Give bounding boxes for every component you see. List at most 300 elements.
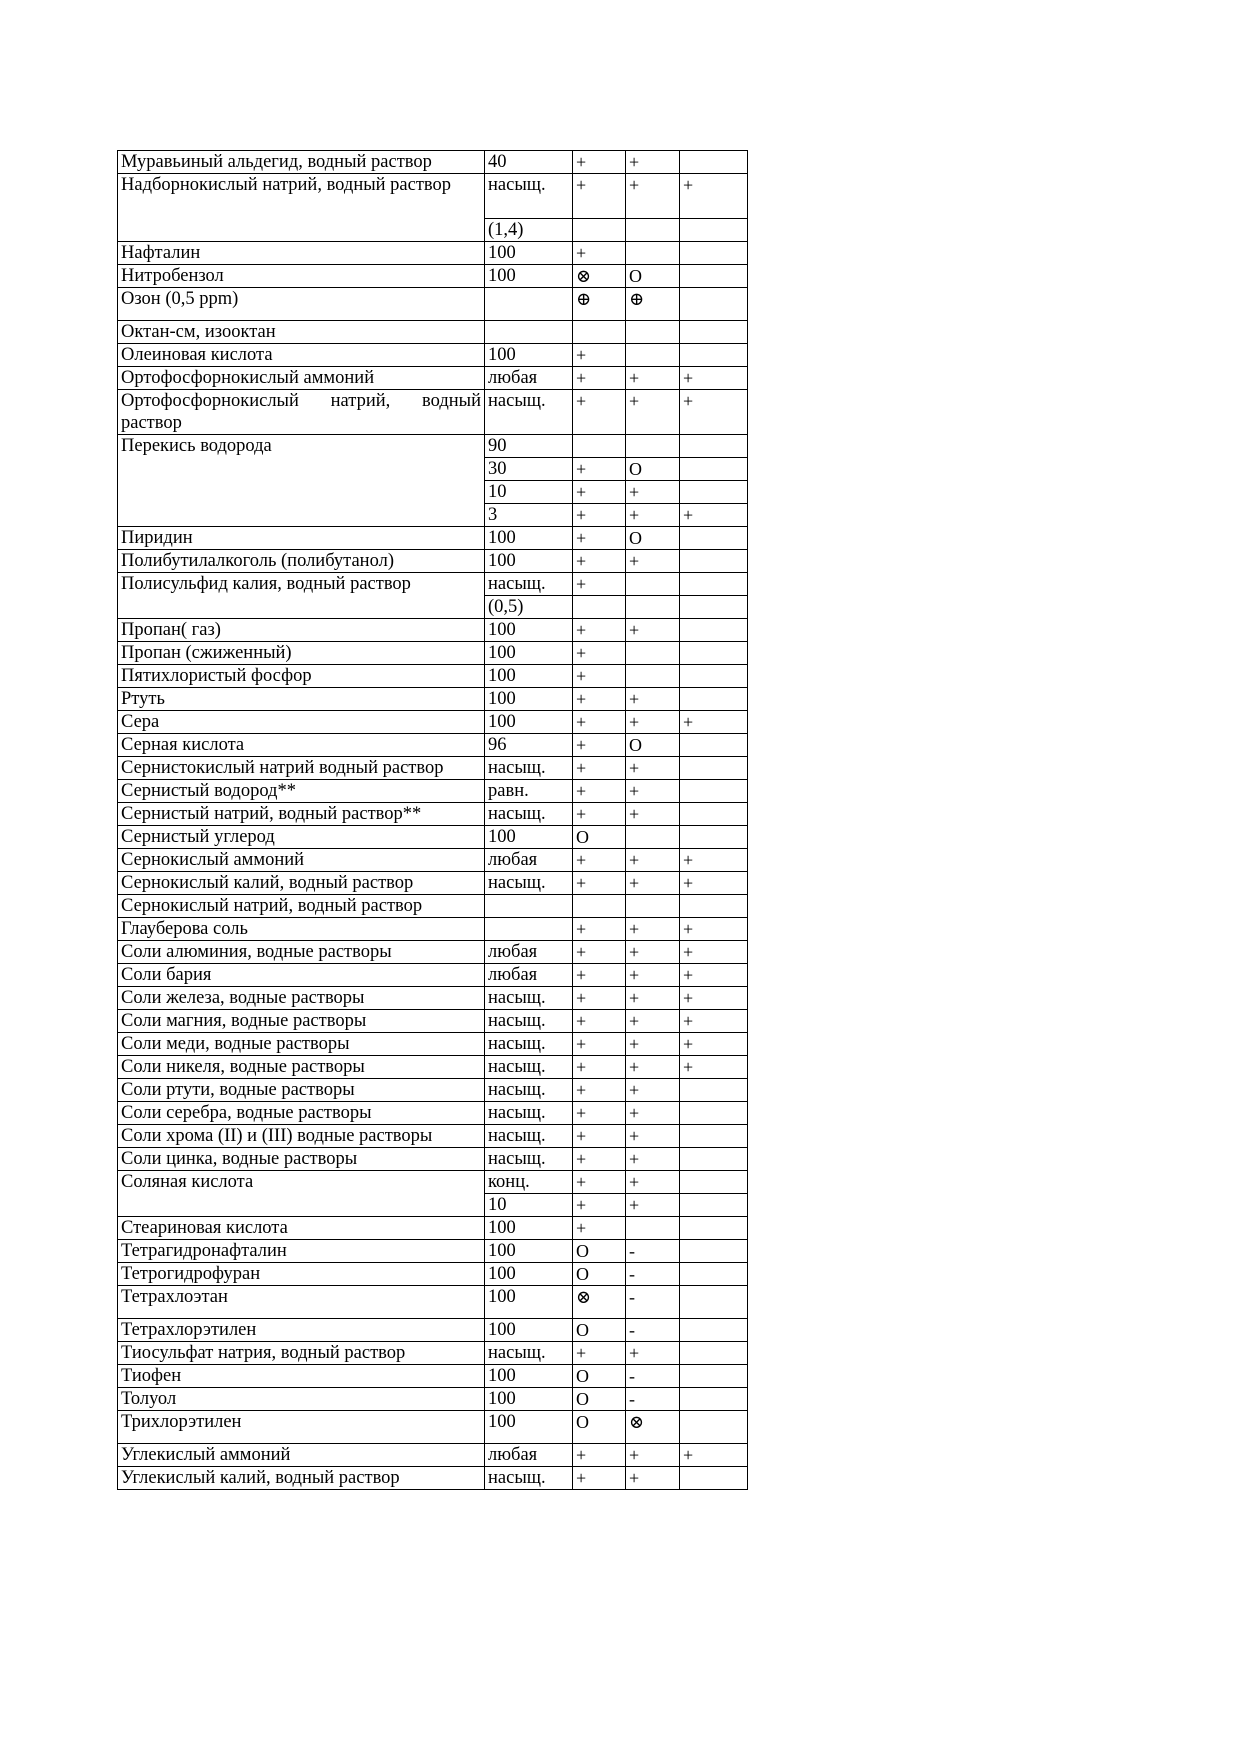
resistance-cell-3 <box>680 265 748 288</box>
resistance-cell-2: - <box>626 1286 680 1319</box>
table-row <box>118 367 748 390</box>
concentration-cell: 3 <box>485 504 573 527</box>
resistance-cell-3 <box>680 734 748 757</box>
resistance-cell-2: O <box>626 265 680 288</box>
resistance-cell-3 <box>680 757 748 780</box>
substance-name-cell: Муравьиный альдегид, водный раствор <box>118 151 485 174</box>
concentration-cell: насыщ. <box>485 872 573 895</box>
resistance-cell-1: + <box>573 458 626 481</box>
resistance-cell-1: + <box>573 665 626 688</box>
concentration-cell: насыщ. <box>485 174 573 219</box>
resistance-cell-3: + <box>680 987 748 1010</box>
concentration-cell: 96 <box>485 734 573 757</box>
resistance-cell-1: O <box>573 826 626 849</box>
resistance-cell-2 <box>626 826 680 849</box>
resistance-cell-1: + <box>573 918 626 941</box>
resistance-cell-2: + <box>626 757 680 780</box>
resistance-cell-2: + <box>626 918 680 941</box>
concentration-cell: 90 <box>485 435 573 458</box>
resistance-cell-1: + <box>573 242 626 265</box>
resistance-cell-1 <box>573 895 626 918</box>
concentration-cell: насыщ. <box>485 987 573 1010</box>
substance-name-cell: Серная кислота <box>118 734 485 757</box>
concentration-cell: насыщ. <box>485 1010 573 1033</box>
resistance-cell-3 <box>680 1148 748 1171</box>
concentration-cell: 30 <box>485 458 573 481</box>
substance-name-cell: Перекись водорода <box>118 435 485 527</box>
resistance-cell-1: + <box>573 174 626 219</box>
resistance-cell-1: + <box>573 757 626 780</box>
resistance-cell-2: ⊗ <box>626 1411 680 1444</box>
resistance-cell-3 <box>680 1319 748 1342</box>
resistance-cell-3 <box>680 642 748 665</box>
resistance-cell-2: + <box>626 1342 680 1365</box>
resistance-cell-2: + <box>626 711 680 734</box>
resistance-cell-2: + <box>626 964 680 987</box>
table-row <box>118 1444 748 1467</box>
concentration-cell: 100 <box>485 1240 573 1263</box>
resistance-cell-1 <box>573 435 626 458</box>
table-row <box>118 895 748 918</box>
substance-name-cell: Сернистый углерод <box>118 826 485 849</box>
resistance-cell-3 <box>680 1263 748 1286</box>
resistance-cell-1: + <box>573 803 626 826</box>
resistance-cell-2: + <box>626 941 680 964</box>
substance-name-cell: Сернокислый калий, водный раствор <box>118 872 485 895</box>
table-row <box>118 1388 748 1411</box>
resistance-cell-2: + <box>626 1444 680 1467</box>
resistance-cell-1 <box>573 219 626 242</box>
resistance-cell-2: + <box>626 1033 680 1056</box>
concentration-cell: 10 <box>485 481 573 504</box>
resistance-cell-1: + <box>573 734 626 757</box>
resistance-cell-2: O <box>626 734 680 757</box>
resistance-cell-2: + <box>626 481 680 504</box>
concentration-cell: насыщ. <box>485 1102 573 1125</box>
table-row <box>118 435 748 458</box>
substance-name-cell: Сернистый водород** <box>118 780 485 803</box>
table-row <box>118 242 748 265</box>
resistance-cell-3: + <box>680 711 748 734</box>
substance-name-cell: Пиридин <box>118 527 485 550</box>
concentration-cell: любая <box>485 367 573 390</box>
table-row <box>118 1467 748 1490</box>
resistance-cell-3 <box>680 895 748 918</box>
resistance-cell-1: + <box>573 550 626 573</box>
resistance-cell-2: + <box>626 1171 680 1194</box>
resistance-cell-2: + <box>626 872 680 895</box>
resistance-cell-2: + <box>626 174 680 219</box>
substance-name-cell: Полибутилалкоголь (полибутанол) <box>118 550 485 573</box>
substance-name-cell: Озон (0,5 ppm) <box>118 288 485 321</box>
table-row <box>118 1171 748 1194</box>
resistance-cell-3: + <box>680 872 748 895</box>
resistance-cell-3 <box>680 688 748 711</box>
resistance-cell-1: O <box>573 1319 626 1342</box>
table-row <box>118 1319 748 1342</box>
resistance-cell-3 <box>680 481 748 504</box>
substance-name-cell: Надборнокислый натрий, водный раствор <box>118 174 485 242</box>
substance-name-cell: Стеариновая кислота <box>118 1217 485 1240</box>
concentration-cell: насыщ. <box>485 1467 573 1490</box>
substance-name-cell: Пропан( газ) <box>118 619 485 642</box>
resistance-cell-3 <box>680 151 748 174</box>
concentration-cell <box>485 918 573 941</box>
table-body <box>118 151 748 1490</box>
resistance-cell-2 <box>626 573 680 596</box>
resistance-cell-1: + <box>573 849 626 872</box>
resistance-cell-2 <box>626 665 680 688</box>
table-row <box>118 803 748 826</box>
resistance-cell-3 <box>680 1125 748 1148</box>
resistance-cell-3 <box>680 219 748 242</box>
substance-name-cell: Соли алюминия, водные растворы <box>118 941 485 964</box>
resistance-cell-3 <box>680 1079 748 1102</box>
substance-name-cell: Тетрахлоэтан <box>118 1286 485 1319</box>
substance-name-cell: Толуол <box>118 1388 485 1411</box>
table-row <box>118 1365 748 1388</box>
table-row <box>118 941 748 964</box>
table-row <box>118 964 748 987</box>
substance-name-cell: Ртуть <box>118 688 485 711</box>
resistance-cell-3: + <box>680 504 748 527</box>
resistance-cell-1: + <box>573 390 626 435</box>
resistance-cell-2: + <box>626 504 680 527</box>
resistance-cell-1: + <box>573 1467 626 1490</box>
substance-name-cell: Соли магния, водные растворы <box>118 1010 485 1033</box>
substance-name-cell: Октан-см, изооктан <box>118 321 485 344</box>
resistance-cell-3 <box>680 1217 748 1240</box>
concentration-cell: 100 <box>485 1388 573 1411</box>
resistance-cell-1: + <box>573 711 626 734</box>
concentration-cell: 100 <box>485 1286 573 1319</box>
table-row <box>118 711 748 734</box>
resistance-cell-2: + <box>626 1125 680 1148</box>
resistance-cell-1: O <box>573 1411 626 1444</box>
resistance-cell-1: + <box>573 1444 626 1467</box>
resistance-cell-1: + <box>573 151 626 174</box>
resistance-cell-3: + <box>680 941 748 964</box>
resistance-cell-2: + <box>626 1056 680 1079</box>
resistance-cell-3 <box>680 1240 748 1263</box>
resistance-cell-2 <box>626 344 680 367</box>
resistance-cell-2: + <box>626 1194 680 1217</box>
concentration-cell: насыщ. <box>485 1033 573 1056</box>
resistance-cell-1: + <box>573 1342 626 1365</box>
concentration-cell: 100 <box>485 826 573 849</box>
concentration-cell: (1,4) <box>485 219 573 242</box>
resistance-cell-3: + <box>680 390 748 435</box>
concentration-cell: любая <box>485 849 573 872</box>
concentration-cell <box>485 288 573 321</box>
resistance-cell-3 <box>680 288 748 321</box>
resistance-cell-1: + <box>573 1010 626 1033</box>
table-row <box>118 344 748 367</box>
table-row <box>118 688 748 711</box>
resistance-cell-1: + <box>573 1148 626 1171</box>
table-row <box>118 734 748 757</box>
resistance-cell-1: + <box>573 1217 626 1240</box>
resistance-cell-1: O <box>573 1240 626 1263</box>
resistance-cell-3 <box>680 1286 748 1319</box>
substance-name-cell: Сернистый натрий, водный раствор** <box>118 803 485 826</box>
concentration-cell: насыщ. <box>485 1342 573 1365</box>
resistance-cell-3 <box>680 1388 748 1411</box>
resistance-cell-2: O <box>626 458 680 481</box>
concentration-cell: насыщ. <box>485 573 573 596</box>
resistance-cell-3 <box>680 242 748 265</box>
table-row <box>118 151 748 174</box>
resistance-cell-2: - <box>626 1319 680 1342</box>
table-row <box>118 1217 748 1240</box>
resistance-cell-1 <box>573 321 626 344</box>
resistance-cell-3: + <box>680 849 748 872</box>
resistance-cell-2: + <box>626 1079 680 1102</box>
resistance-cell-3 <box>680 458 748 481</box>
resistance-cell-2: + <box>626 688 680 711</box>
resistance-cell-2: + <box>626 1010 680 1033</box>
resistance-cell-3: + <box>680 367 748 390</box>
substance-name-cell: Соли цинка, водные растворы <box>118 1148 485 1171</box>
table-row <box>118 872 748 895</box>
substance-name-cell: Глауберова соль <box>118 918 485 941</box>
resistance-cell-2: + <box>626 1467 680 1490</box>
resistance-cell-3 <box>680 550 748 573</box>
resistance-cell-1: + <box>573 504 626 527</box>
resistance-cell-1: + <box>573 1056 626 1079</box>
concentration-cell: 100 <box>485 344 573 367</box>
table-row <box>118 780 748 803</box>
concentration-cell: 100 <box>485 1411 573 1444</box>
concentration-cell: насыщ. <box>485 803 573 826</box>
table-row <box>118 288 748 321</box>
concentration-cell: любая <box>485 1444 573 1467</box>
substance-name-cell: Сернокислый натрий, водный раствор <box>118 895 485 918</box>
concentration-cell: 100 <box>485 527 573 550</box>
concentration-cell: 100 <box>485 619 573 642</box>
substance-name-cell: Сернистокислый натрий водный раствор <box>118 757 485 780</box>
resistance-cell-3 <box>680 1467 748 1490</box>
table-row <box>118 265 748 288</box>
table-row <box>118 619 748 642</box>
concentration-cell: насыщ. <box>485 757 573 780</box>
resistance-cell-3 <box>680 1194 748 1217</box>
table-row <box>118 987 748 1010</box>
resistance-cell-1 <box>573 596 626 619</box>
resistance-cell-1: ⊕ <box>573 288 626 321</box>
substance-name-cell: Нафталин <box>118 242 485 265</box>
resistance-cell-3: + <box>680 1010 748 1033</box>
substance-name-cell: Соли железа, водные растворы <box>118 987 485 1010</box>
substance-name-cell: Тетрогидрофуран <box>118 1263 485 1286</box>
substance-name-cell: Тетрагидронафталин <box>118 1240 485 1263</box>
table-row <box>118 174 748 219</box>
table-row <box>118 826 748 849</box>
resistance-cell-1: + <box>573 688 626 711</box>
concentration-cell: 100 <box>485 550 573 573</box>
substance-name-cell: Сера <box>118 711 485 734</box>
concentration-cell: насыщ. <box>485 1056 573 1079</box>
concentration-cell: насыщ. <box>485 1125 573 1148</box>
table-row <box>118 665 748 688</box>
resistance-cell-3 <box>680 665 748 688</box>
substance-name-cell: Тиофен <box>118 1365 485 1388</box>
resistance-cell-3: + <box>680 174 748 219</box>
concentration-cell: 100 <box>485 711 573 734</box>
concentration-cell: 100 <box>485 242 573 265</box>
substance-name-cell: Соли хрома (II) и (III) водные растворы <box>118 1125 485 1148</box>
concentration-cell: насыщ. <box>485 1079 573 1102</box>
resistance-cell-1: + <box>573 1079 626 1102</box>
resistance-cell-3 <box>680 321 748 344</box>
resistance-cell-1: + <box>573 367 626 390</box>
resistance-cell-1: + <box>573 344 626 367</box>
concentration-cell: 100 <box>485 688 573 711</box>
resistance-cell-3 <box>680 1411 748 1444</box>
resistance-cell-2: - <box>626 1263 680 1286</box>
concentration-cell: 100 <box>485 1319 573 1342</box>
table-row <box>118 1411 748 1444</box>
concentration-cell <box>485 895 573 918</box>
substance-name-cell: Пропан (сжиженный) <box>118 642 485 665</box>
substance-name-cell: Тетрахлорэтилен <box>118 1319 485 1342</box>
resistance-cell-3: + <box>680 1033 748 1056</box>
table-row <box>118 1056 748 1079</box>
resistance-cell-3 <box>680 596 748 619</box>
resistance-cell-1: + <box>573 527 626 550</box>
substance-name-cell: Соли никеля, водные растворы <box>118 1056 485 1079</box>
table-row <box>118 1342 748 1365</box>
concentration-cell: 100 <box>485 1263 573 1286</box>
resistance-cell-1: ⊗ <box>573 1286 626 1319</box>
table-row <box>118 1148 748 1171</box>
resistance-cell-1: + <box>573 1125 626 1148</box>
chemical-resistance-table <box>117 150 748 1490</box>
resistance-cell-2: - <box>626 1365 680 1388</box>
resistance-cell-2 <box>626 321 680 344</box>
concentration-cell: 100 <box>485 1217 573 1240</box>
resistance-cell-3 <box>680 435 748 458</box>
resistance-cell-2: + <box>626 803 680 826</box>
resistance-cell-1: O <box>573 1388 626 1411</box>
table-row <box>118 1286 748 1319</box>
resistance-cell-1: + <box>573 872 626 895</box>
substance-name-cell: Ортофосфорнокислый натрий, водный раствор <box>118 390 485 435</box>
resistance-cell-3 <box>680 1171 748 1194</box>
resistance-cell-2 <box>626 895 680 918</box>
resistance-cell-3 <box>680 1365 748 1388</box>
table-row <box>118 573 748 596</box>
substance-name-cell: Сернокислый аммоний <box>118 849 485 872</box>
table-row <box>118 550 748 573</box>
concentration-cell: насыщ. <box>485 390 573 435</box>
concentration-cell: 100 <box>485 665 573 688</box>
resistance-cell-2: + <box>626 390 680 435</box>
resistance-cell-3: + <box>680 1056 748 1079</box>
resistance-cell-2: + <box>626 987 680 1010</box>
resistance-cell-3 <box>680 780 748 803</box>
resistance-cell-1: + <box>573 619 626 642</box>
substance-name-cell: Тиосульфат натрия, водный раствор <box>118 1342 485 1365</box>
table-row <box>118 1010 748 1033</box>
concentration-cell: равн. <box>485 780 573 803</box>
substance-name-cell: Соли ртути, водные растворы <box>118 1079 485 1102</box>
substance-name-cell: Углекислый калий, водный раствор <box>118 1467 485 1490</box>
table-row <box>118 1033 748 1056</box>
concentration-cell <box>485 321 573 344</box>
table-row <box>118 321 748 344</box>
resistance-cell-3 <box>680 344 748 367</box>
table-row <box>118 527 748 550</box>
substance-name-cell: Нитробензол <box>118 265 485 288</box>
resistance-cell-1: O <box>573 1263 626 1286</box>
resistance-cell-3: + <box>680 1444 748 1467</box>
resistance-cell-1: + <box>573 481 626 504</box>
substance-name-cell: Углекислый аммоний <box>118 1444 485 1467</box>
resistance-cell-2: + <box>626 367 680 390</box>
substance-name-cell: Соли серебра, водные растворы <box>118 1102 485 1125</box>
resistance-cell-1: ⊗ <box>573 265 626 288</box>
table-row <box>118 390 748 435</box>
resistance-cell-3 <box>680 527 748 550</box>
resistance-cell-2: + <box>626 780 680 803</box>
resistance-cell-2: O <box>626 527 680 550</box>
substance-name-cell: Олеиновая кислота <box>118 344 485 367</box>
substance-name-cell: Ортофосфорнокислый аммоний <box>118 367 485 390</box>
table-row <box>118 1125 748 1148</box>
concentration-cell: конц. <box>485 1171 573 1194</box>
table-row <box>118 757 748 780</box>
resistance-cell-1: + <box>573 573 626 596</box>
resistance-cell-2: ⊕ <box>626 288 680 321</box>
resistance-cell-3 <box>680 1342 748 1365</box>
resistance-cell-3 <box>680 1102 748 1125</box>
resistance-cell-2: + <box>626 550 680 573</box>
resistance-cell-1: + <box>573 987 626 1010</box>
table-row <box>118 918 748 941</box>
concentration-cell: любая <box>485 964 573 987</box>
table-row <box>118 1240 748 1263</box>
resistance-cell-3 <box>680 619 748 642</box>
resistance-cell-1: + <box>573 780 626 803</box>
concentration-cell: любая <box>485 941 573 964</box>
resistance-cell-2: + <box>626 1148 680 1171</box>
resistance-cell-1: + <box>573 1194 626 1217</box>
resistance-cell-2: + <box>626 619 680 642</box>
table-row <box>118 642 748 665</box>
concentration-cell: 40 <box>485 151 573 174</box>
resistance-cell-2: + <box>626 849 680 872</box>
substance-name-cell: Пятихлористый фосфор <box>118 665 485 688</box>
concentration-cell: 10 <box>485 1194 573 1217</box>
substance-name-cell: Трихлорэтилен <box>118 1411 485 1444</box>
resistance-cell-2 <box>626 1217 680 1240</box>
resistance-cell-2: + <box>626 1102 680 1125</box>
resistance-cell-3 <box>680 573 748 596</box>
resistance-cell-2 <box>626 596 680 619</box>
concentration-cell: 100 <box>485 642 573 665</box>
resistance-cell-1: + <box>573 1033 626 1056</box>
resistance-cell-2: - <box>626 1388 680 1411</box>
concentration-cell: (0,5) <box>485 596 573 619</box>
concentration-cell: 100 <box>485 1365 573 1388</box>
table-row <box>118 1102 748 1125</box>
resistance-cell-2 <box>626 219 680 242</box>
table-row <box>118 1263 748 1286</box>
resistance-cell-2 <box>626 642 680 665</box>
resistance-cell-3 <box>680 826 748 849</box>
substance-name-cell: Соли меди, водные растворы <box>118 1033 485 1056</box>
